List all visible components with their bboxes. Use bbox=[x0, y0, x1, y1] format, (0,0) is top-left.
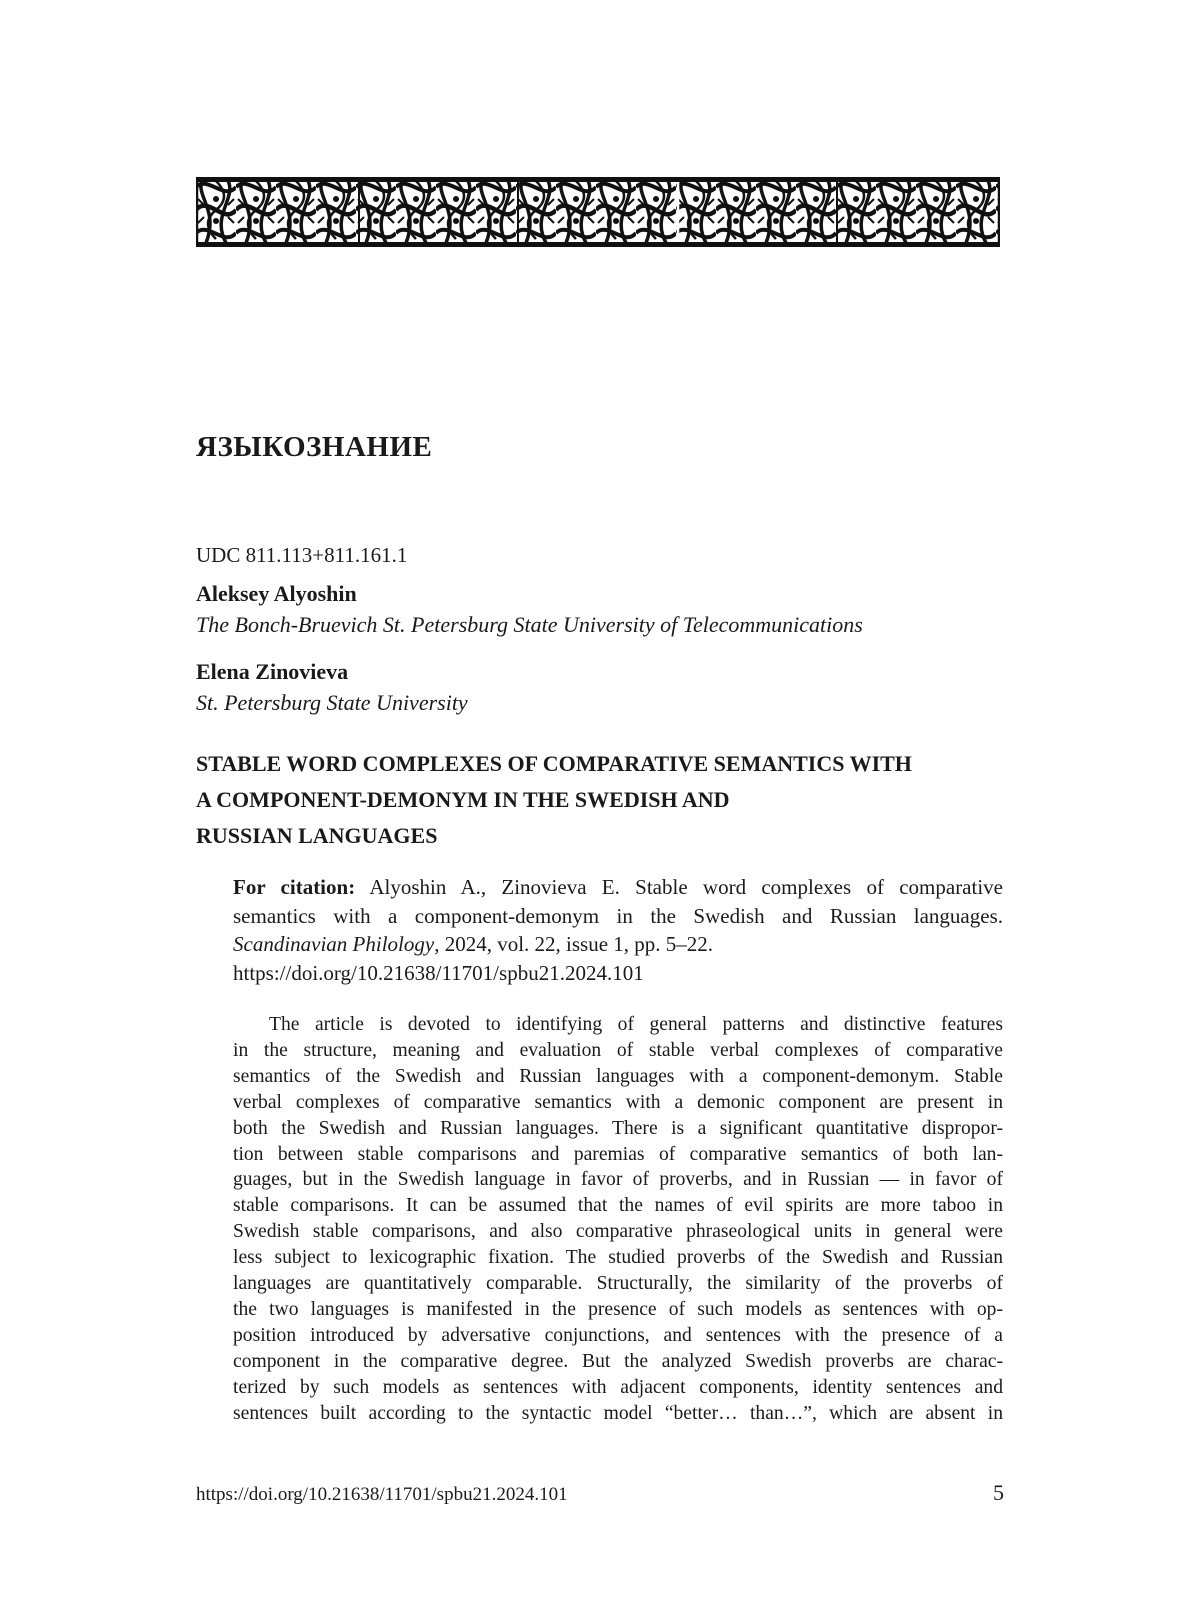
author-name: Aleksey Alyoshin bbox=[196, 581, 357, 606]
abstract-line: the two languages is manifested in the presence of such models as sentences with op- bbox=[233, 1298, 1003, 1320]
abstract-line: terized by such models as sentences with adjacent components, identity sentences and bbox=[233, 1376, 1003, 1398]
citation-journal: Scandinavian Philology bbox=[233, 932, 435, 956]
citation-doi-link[interactable]: https://doi.org/10.21638/11701/spbu21.2024.101 bbox=[233, 960, 644, 985]
abstract-line: languages are quantitatively comparable. Structurally, the similarity of the proverbs of bbox=[233, 1273, 1003, 1295]
abstract-line: in the structure, meaning and evaluation of stable verbal complexes of comparative bbox=[233, 1039, 1003, 1061]
abstract-line: stable comparisons. It can be assumed that the names of evil spirits are more taboo in bbox=[233, 1195, 1003, 1217]
author-affiliation: St. Petersburg State University bbox=[196, 690, 468, 715]
citation-text: Alyoshin A., Zinovieva E. Stable word complexes of comparative bbox=[369, 875, 1003, 899]
author-affiliation: The Bonch-Bruevich St. Petersburg State University of Telecommunications bbox=[196, 612, 863, 637]
abstract-line: tion between stable comparisons and paremias of comparative semantics of both lan- bbox=[233, 1143, 1003, 1165]
abstract-line: both the Swedish and Russian languages. There is a significant quantitative dispropor- bbox=[233, 1117, 1003, 1139]
page-number: 5 bbox=[993, 1480, 1004, 1505]
abstract-line: less subject to lexicographic fixation. The studied proverbs of the Swedish and Russian bbox=[233, 1247, 1003, 1269]
celtic-knot-ornament-band bbox=[196, 177, 1000, 247]
abstract-line: position introduced by adversative conjunctions, and sentences with the presence of a bbox=[233, 1324, 1003, 1346]
article-title bbox=[196, 746, 956, 854]
abstract-line: guages, but in the Swedish language in favor of proverbs, and in Russian — in favor of bbox=[233, 1169, 1003, 1191]
author-name: Elena Zinovieva bbox=[196, 659, 349, 684]
citation-details: , 2024, vol. 22, issue 1, pp. 5–22. bbox=[434, 932, 714, 956]
citation-label: For citation: bbox=[233, 875, 356, 899]
citation-line bbox=[233, 930, 1003, 959]
article-title-line: STABLE WORD COMPLEXES OF COMPARATIVE SEMANTICS WITH bbox=[196, 751, 912, 776]
footer-doi-link[interactable]: https://doi.org/10.21638/11701/spbu21.2024.101 bbox=[196, 1484, 568, 1505]
abstract-line: The article is devoted to identifying of general patterns and distinctive features bbox=[269, 1014, 1003, 1035]
citation-line bbox=[233, 873, 1003, 902]
citation-block bbox=[233, 873, 1003, 987]
section-heading: ЯЗЫКОЗНАНИЕ bbox=[196, 431, 433, 463]
abstract bbox=[233, 1012, 1003, 1427]
abstract-line: semantics of the Swedish and Russian languages with a component-demonym. Stable bbox=[233, 1065, 1003, 1087]
article-title-line: A COMPONENT-DEMONYM IN THE SWEDISH AND bbox=[196, 787, 730, 812]
abstract-line: component in the comparative degree. But the analyzed Swedish proverbs are charac- bbox=[233, 1350, 1003, 1372]
article-title-line: RUSSIAN LANGUAGES bbox=[196, 823, 438, 848]
abstract-line: Swedish stable comparisons, and also comparative phraseological units in general were bbox=[233, 1221, 1003, 1243]
abstract-line: verbal complexes of comparative semantics with a demonic component are present in bbox=[233, 1091, 1003, 1113]
abstract-line: sentences built according to the syntactic model “better… than…”, which are absent in bbox=[233, 1402, 1003, 1424]
citation-line: semantics with a component-demonym in the Swedish and Russian languages. bbox=[233, 903, 1003, 928]
udc-code: UDC 811.113+811.161.1 bbox=[196, 543, 408, 567]
